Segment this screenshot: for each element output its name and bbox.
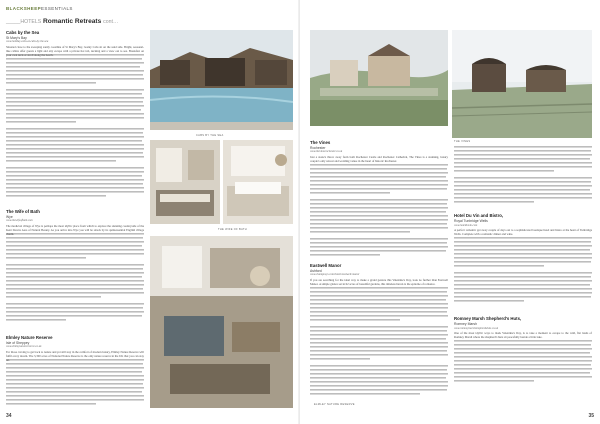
photo-caption: THE VINES xyxy=(454,140,471,143)
photo-cabs-interior xyxy=(150,140,220,224)
venue-description: For those craving to get back to nature and yet still stay in the comfort of modern luxury, Elmley Nature Reserve will fulfil every dream. The 3,300 acres of National Nature Reserve is the only nature reserve in the UK that you can stay on. xyxy=(6,349,144,362)
venue-description: One of the most idyllic ways to mark Valentine's Day, is to take a moment to escape to the wild, flat lands of Romney Marsh where the shepherd's huts sit peacefully beside a little lake. xyxy=(454,331,592,340)
venue-location: Rochester xyxy=(310,145,326,150)
photo-caption: ELMLEY NATURE RESERVE xyxy=(314,403,355,406)
venue-url: www.hotelduvin.com xyxy=(454,223,478,227)
body-text-lines xyxy=(310,164,448,260)
photo-wife-of-bath-room xyxy=(223,140,293,224)
right-text-column-2 xyxy=(454,140,592,392)
venue-location: Ashford xyxy=(310,268,322,273)
right-page xyxy=(300,0,600,424)
venue-name: Eastwell Manor xyxy=(310,263,342,268)
body-text-lines xyxy=(454,237,592,313)
venue-description: Situated close to the sweeping sandy coastline of St Mary's Bay, twenty Cabs sit on the sand side. Bright, seasonal-like cabins offer guests a light and airy escape with a private hot tub, decking and a view out to sea. Breakfast on your own deck or stroll along the beach. xyxy=(6,44,144,57)
venue-name: The Wife of Bath xyxy=(6,209,40,214)
venue-name: Elmley Nature Reserve xyxy=(6,335,53,340)
section-slug: _____HOTELS xyxy=(6,19,42,25)
venue-description: A perfect romantic get away couple of days out to a sophisticated boutique hotel and bistro at the heart of Tunbridge Wells. Complete with a romantic dinner and wine. xyxy=(454,228,592,237)
masthead: BLACKSHEEPESSENTIALS xyxy=(6,6,73,11)
venue-description: Just a stone's throw away from both Rochester Castle and Rochester Cathedral, The Vines is a stunning, luxury couple's only retreat and wedding venue in the heart of historic Rochester. xyxy=(310,154,448,163)
venue-url: www.champneys.com/hotels/eastwell-manor xyxy=(310,273,360,277)
venue-location: St Mary's Bay xyxy=(6,35,27,40)
venue-url: www.thevinesrochester.co.uk xyxy=(310,150,343,154)
venue-location: Wye xyxy=(6,214,13,219)
venue-location: Isle of Sheppey xyxy=(6,340,30,345)
venue-url: www.thewifeofbath.com xyxy=(6,219,33,223)
venue-name: The Vines xyxy=(310,140,331,145)
venue-url: www.elmleynaturereserve.co.uk xyxy=(6,345,42,349)
page-number: 35 xyxy=(588,413,594,419)
left-text-column-2 xyxy=(6,206,144,325)
body-text-lines xyxy=(6,233,144,325)
section-cont: cont… xyxy=(103,19,119,25)
body-text-lines xyxy=(454,340,592,392)
venue-name: Hotel Du Vin and Bistro, xyxy=(454,213,504,219)
section-title xyxy=(6,18,118,25)
left-text-column-3 xyxy=(6,332,144,411)
photo-the-vines-garden xyxy=(310,30,448,126)
venue-url: www.holiday-cabs-at-cabs-by-the-sea xyxy=(6,40,49,44)
body-text-lines xyxy=(6,359,144,411)
right-text-column-1 xyxy=(310,140,448,260)
venue-url: www.romneymarshshepherdshuts.co.uk xyxy=(454,326,498,330)
venue-description: If you are searching for the ideal way to make a grand gesture this Valentine's Day, look no further than Eastwell Manor. A simple glance set in 62 acres of beautiful gardens, this timeless haven is the epitome of romance. xyxy=(310,277,448,286)
photo-caption: CABS BY THE SEA xyxy=(196,134,224,137)
body-text-lines xyxy=(310,287,448,407)
body-text-lines xyxy=(6,54,144,202)
venue-location: Royal Tunbridge Wells xyxy=(454,219,488,224)
venue-name: Cabs by the Sea xyxy=(6,30,40,35)
body-text-lines xyxy=(454,146,592,210)
venue-name: Romney Marsh Shepherd's Huts, xyxy=(454,316,522,322)
right-text-column-1b xyxy=(310,260,448,407)
photo-cabs-pool xyxy=(150,30,293,130)
section-title-text: Romantic Retreats xyxy=(43,18,102,25)
page-number: 34 xyxy=(6,413,12,419)
photo-elmley-lounge xyxy=(150,236,293,408)
venue-location: Romney Marsh xyxy=(454,322,477,327)
venue-description: The medieval village of Wye is perhaps the most idyllic place from which to explore the stunning countryside of the Kent Downs Area of Natural Beauty. As you arrive into Wye you will be struck by its quintessential English village charm. xyxy=(6,223,144,236)
left-text-column xyxy=(6,30,144,202)
photo-shepherds-huts xyxy=(452,30,592,138)
photo-caption: THE WIFE OF BATH xyxy=(218,228,247,231)
